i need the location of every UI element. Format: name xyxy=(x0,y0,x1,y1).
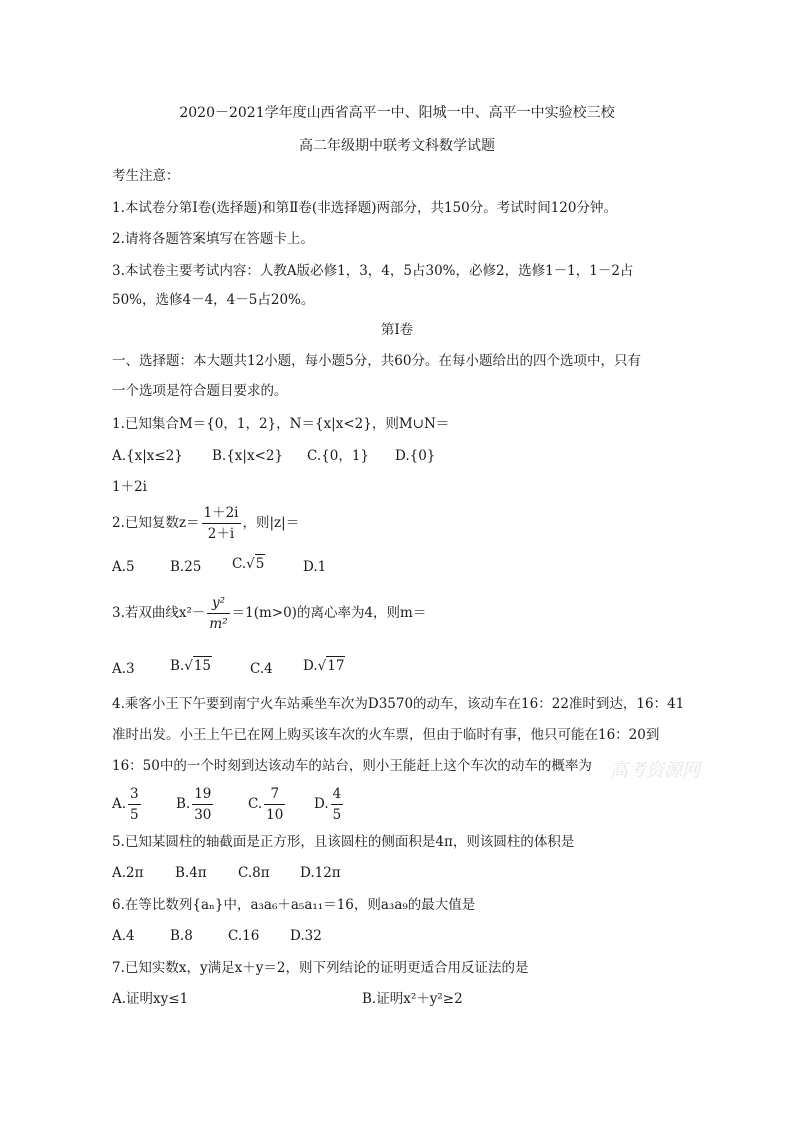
q4-option-a-denominator: 5 xyxy=(130,807,139,824)
q4-option-d-denominator: 5 xyxy=(332,807,342,824)
q4-option-c-fraction xyxy=(264,786,285,823)
q5-option-c: C.8π xyxy=(238,865,270,881)
q4-option-a-numerator: 3 xyxy=(128,786,141,805)
q6-option-d: D.32 xyxy=(290,928,322,944)
q4-option-d-numerator: 4 xyxy=(331,786,344,805)
q1-option-a: A.{x|x≤2} xyxy=(112,448,183,464)
q4-line3: 16：50中的一个时刻到达该动车的站台，则小王能赶上这个车次的动车的概率为 xyxy=(112,758,592,774)
q6-option-c: C.16 xyxy=(228,928,260,944)
section-intro-line2: 一个选项是符合题目要求的。 xyxy=(112,383,288,399)
q3-stem-pre: 3.若双曲线x²－ xyxy=(112,605,206,622)
q4-option-c-denominator: 10 xyxy=(266,807,284,824)
notice-item-3-line2: 50%，选修4－4，4－5占20%。 xyxy=(112,292,315,308)
q2-stem xyxy=(112,505,299,542)
q3-denominator: m² xyxy=(209,616,228,633)
q2-denominator: 2＋i xyxy=(207,526,235,543)
q3-option-b-radicand: 15 xyxy=(193,658,212,674)
q1-stem: 1.已知集合M＝{0，1，2}，N＝{x|x<2}，则M∪N＝ xyxy=(112,416,450,432)
q3-numerator: y² xyxy=(207,595,229,614)
q3-option-b xyxy=(170,660,212,674)
q4-option-b-fraction xyxy=(192,786,213,823)
q3-option-a: A.3 xyxy=(112,661,135,677)
q4-line2: 准时出发。小王上午已在网上购买该车次的火车票，但由于临时有事，他只可能在16：20到 xyxy=(112,727,660,743)
exam-title-line2: 高二年级期中联考文科数学试题 xyxy=(299,138,495,154)
q4-option-a-fraction xyxy=(128,786,141,823)
q2-option-a: A.5 xyxy=(112,559,135,575)
q4-option-c-label: C. xyxy=(248,796,263,813)
q4-option-d-label: D. xyxy=(314,796,329,813)
q4-option-b-denominator: 30 xyxy=(194,807,212,824)
q2-stem-post: ，则|z|＝ xyxy=(242,515,300,532)
q2-option-c xyxy=(232,558,265,572)
q3-stem xyxy=(112,595,426,632)
q4-option-b-label: B. xyxy=(176,796,191,813)
q1-option-b: B.{x|x<2} xyxy=(212,448,284,464)
section-intro-line1: 一、选择题：本大题共12小题，每小题5分，共60分。在每小题给出的四个选项中，只有 xyxy=(112,353,641,369)
watermark: 高考资源网 xyxy=(610,760,700,781)
notice-item-2: 2.请将各题答案填写在答题卡上。 xyxy=(112,231,314,247)
q4-option-c-numerator: 7 xyxy=(264,786,285,805)
q1-option-c: C.{0，1} xyxy=(307,448,369,464)
q3-option-d-label: D. xyxy=(303,658,318,674)
q4-option-b-numerator: 19 xyxy=(192,786,213,805)
q3-option-d-radicand: 17 xyxy=(327,658,345,674)
q3-option-b-label: B. xyxy=(170,658,185,674)
q4-option-b xyxy=(176,786,215,823)
q4-line1: 4.乘客小王下午要到南宁火车站乘坐车次为D3570的动车，该动车在16：22准时到达，16：41 xyxy=(112,696,685,712)
q6-option-a: A.4 xyxy=(112,928,135,944)
q7-option-a: A.证明xy≤1 xyxy=(112,991,189,1007)
q3-fraction xyxy=(207,595,229,632)
sqrt-icon: √17 xyxy=(317,658,345,674)
q2-option-c-label: C. xyxy=(232,556,247,572)
notice-item-1: 1.本试卷分第Ⅰ卷(选择题)和第Ⅱ卷(非选择题)两部分，共150分。考试时间120分钟。 xyxy=(112,200,617,216)
notice-heading: 考生注意： xyxy=(112,168,180,184)
q1-option-d: D.{0} xyxy=(395,448,436,464)
sqrt-icon: √5 xyxy=(246,556,265,572)
q3-stem-post: ＝1(m>0)的离心率为4，则m＝ xyxy=(231,605,427,622)
q4-option-d-fraction xyxy=(331,786,344,823)
notice-item-3-line1: 3.本试卷主要考试内容：人教A版必修1，3，4，5占30%，必修2，选修1－1，1－2占 xyxy=(112,263,634,279)
q4-option-a-label: A. xyxy=(112,796,127,813)
exam-title-line1: 2020－2021学年度山西省高平一中、阳城一中、高平一中实验校三校 xyxy=(179,105,615,121)
q7-option-b: B.证明x²＋y²≥2 xyxy=(362,991,463,1007)
q2-option-c-radicand: 5 xyxy=(255,556,265,572)
q7-stem: 7.已知实数x，y满足x＋y＝2，则下列结论的证明更适合用反证法的是 xyxy=(112,960,529,976)
q5-option-d: D.12π xyxy=(300,865,341,881)
q4-option-d xyxy=(314,786,345,823)
q2-fraction xyxy=(202,505,241,542)
q3-option-d xyxy=(303,660,345,674)
q2-option-d: D.1 xyxy=(303,559,327,575)
q6-stem: 6.在等比数列{aₙ}中，a₃a₆＋a₅a₁₁＝16，则a₃a₉的最大值是 xyxy=(112,897,476,913)
section-title: 第Ⅰ卷 xyxy=(380,322,414,338)
q5-stem: 5.已知某圆柱的轴截面是正方形，且该圆柱的侧面积是4π，则该圆柱的体积是 xyxy=(112,834,575,850)
q5-option-a: A.2π xyxy=(112,865,144,881)
q2-numerator: 1＋2i xyxy=(202,505,241,524)
q2-stray-text: 1＋2i xyxy=(112,479,147,495)
q5-option-b: B.4π xyxy=(175,865,207,881)
q3-option-c: C.4 xyxy=(250,661,273,677)
q6-option-b: B.8 xyxy=(170,928,193,944)
sqrt-icon: √15 xyxy=(184,658,212,674)
q4-option-c xyxy=(248,786,287,823)
q2-option-b: B.25 xyxy=(170,559,202,575)
q2-stem-pre: 2.已知复数z＝ xyxy=(112,515,200,532)
q4-option-a xyxy=(112,786,143,823)
